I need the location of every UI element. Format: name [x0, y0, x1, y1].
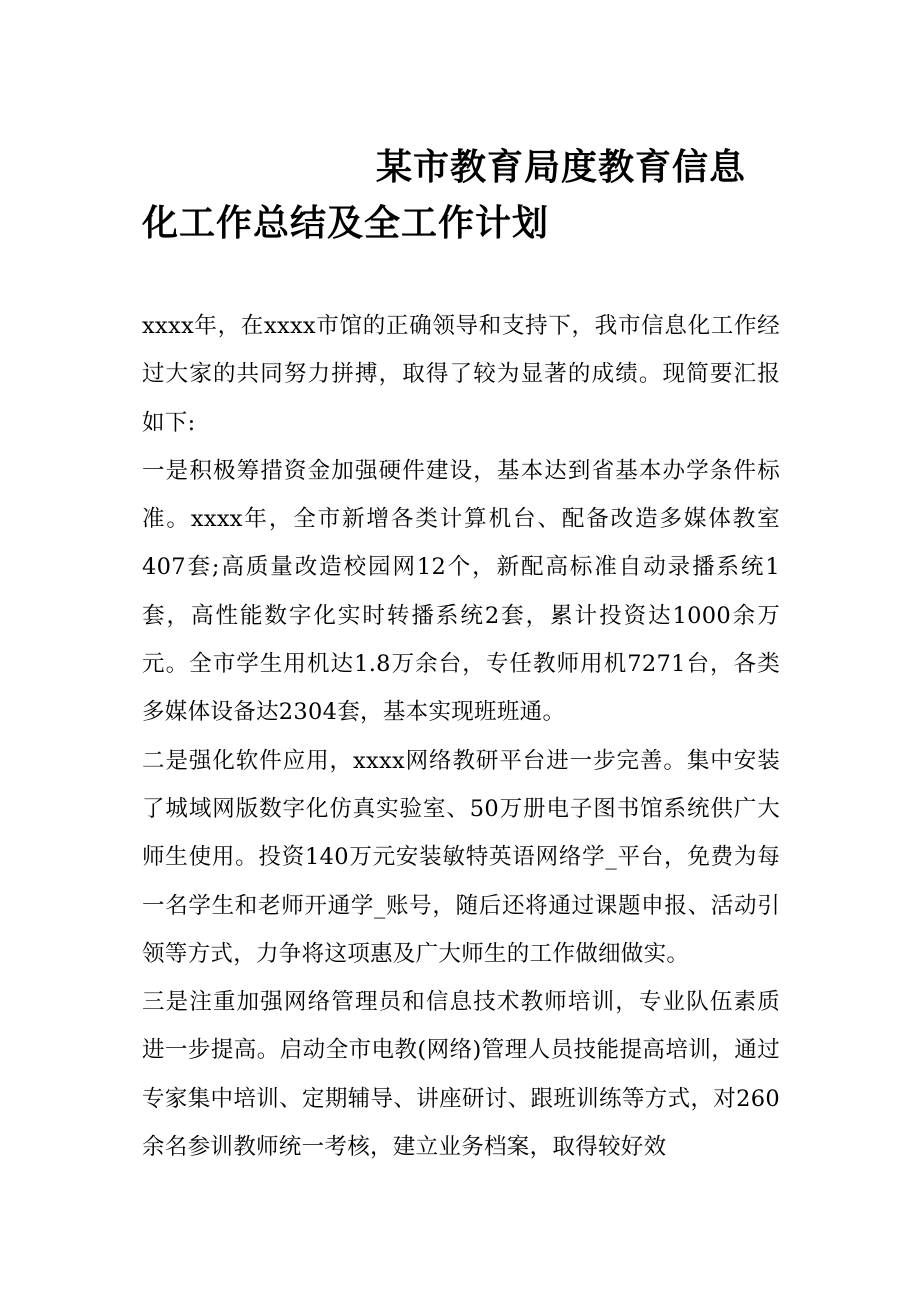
paragraph-hardware: 一是积极筹措资金加强硬件建设，基本达到省基本办学条件标准。xxxx年，全市新增各类计算机台、配备改造多媒体教室407套;高质量改造校园网12个，新配高标准自动录播系统1套，高性能数字化实时转播系统2套，累计投资达1000余万元。全市学生用机达1.8万余台，专任教师用机7271台，各类多媒体设备达2304套，基本实现班班通。 — [142, 457, 780, 726]
paragraph-software: 二是强化软件应用，xxxx网络教研平台进一步完善。集中安装了城域网版数字化仿真实验室、50万册电子图书馆系统供广大师生使用。投资140万元安装敏特英语网络学_平台，免费为每一名学生和老师开通学_账号，随后还将通过课题申报、活动引领等方式，力争将这项惠及广大师生的工作做细做实。 — [142, 747, 780, 967]
document-title: 某市教育局度教育信息化工作总结及全工作计划 — [142, 147, 747, 244]
document-body — [142, 302, 780, 1171]
paragraph-training: 三是注重加强网络管理员和信息技术教师培训，专业队伍素质进一步提高。启动全市电教(网络)管理人员技能提高培训，通过专家集中培训、定期辅导、讲座研讨、跟班训练等方式，对260余名参训教师统一考核，建立业务档案，取得较好效 — [142, 989, 780, 1161]
paragraph-intro: xxxx年，在xxxx市馆的正确领导和支持下，我市信息化工作经过大家的共同努力拼搏，取得了较为显著的成绩。现简要汇报如下: — [142, 313, 780, 436]
